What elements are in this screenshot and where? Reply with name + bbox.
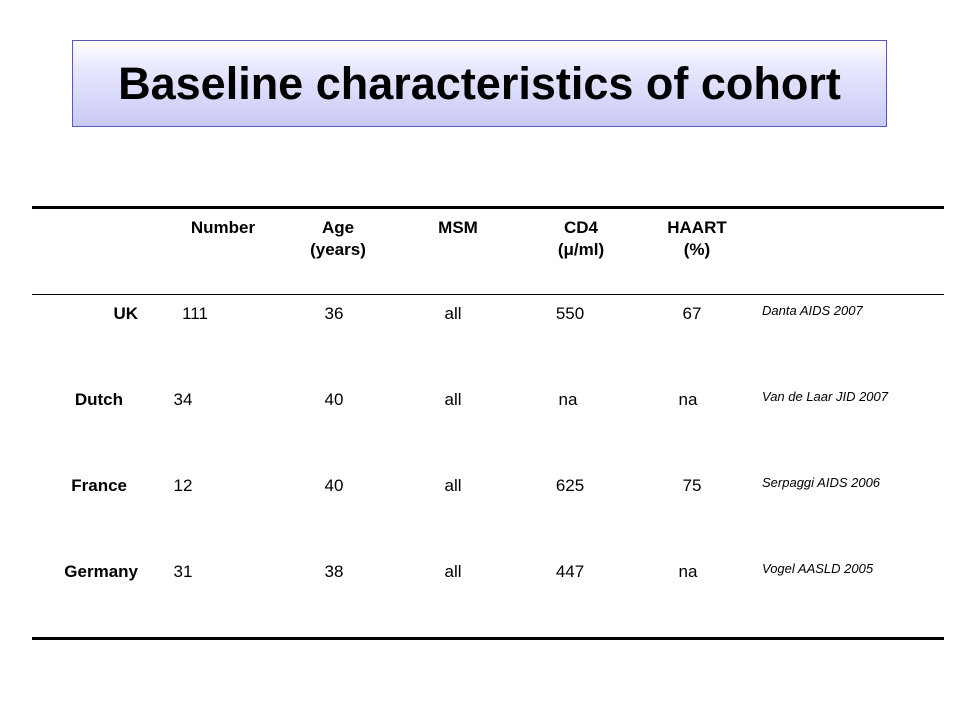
cell-haart: 75 <box>682 476 702 495</box>
page-title: Baseline characteristics of cohort <box>118 57 841 109</box>
header-cd4: CD4 (μ/ml) <box>557 218 605 259</box>
cell-cd4: 447 <box>555 562 585 581</box>
cell-msm: all <box>444 390 462 409</box>
cell-cd4: 625 <box>555 476 585 495</box>
cell-msm: all <box>444 562 462 581</box>
cell-reference: Serpaggi AIDS 2006 <box>762 475 881 490</box>
cell-cd4: 550 <box>555 304 585 323</box>
cell-cd4: na <box>558 390 578 409</box>
table-header-rule <box>32 294 944 295</box>
header-haart: HAART (%) <box>667 218 727 259</box>
cell-number: 111 <box>182 304 208 323</box>
title-box <box>72 40 887 127</box>
header-age: Age (years) <box>310 218 366 259</box>
row-label: Dutch <box>74 390 123 409</box>
cell-age: 40 <box>324 476 344 495</box>
cell-reference: Van de Laar JID 2007 <box>762 389 888 404</box>
header-number: Number <box>190 218 256 237</box>
cell-reference: Danta AIDS 2007 <box>762 303 863 318</box>
cell-number: 12 <box>173 476 193 495</box>
cell-msm: all <box>444 476 462 495</box>
cell-age: 38 <box>324 562 344 581</box>
cell-msm: all <box>444 304 462 323</box>
header-msm: MSM <box>438 218 478 237</box>
row-label: France <box>71 476 127 495</box>
cell-age: 40 <box>324 390 344 409</box>
cell-number: 31 <box>173 562 193 581</box>
row-label: UK <box>113 304 138 323</box>
cell-haart: 67 <box>682 304 702 323</box>
table-top-rule <box>32 206 944 209</box>
table-bottom-rule <box>32 637 944 640</box>
cell-haart: na <box>678 390 698 409</box>
cell-age: 36 <box>324 304 344 323</box>
cell-haart: na <box>678 562 698 581</box>
cell-number: 34 <box>173 390 193 409</box>
cell-reference: Vogel AASLD 2005 <box>762 561 874 576</box>
row-label: Germany <box>64 562 138 581</box>
